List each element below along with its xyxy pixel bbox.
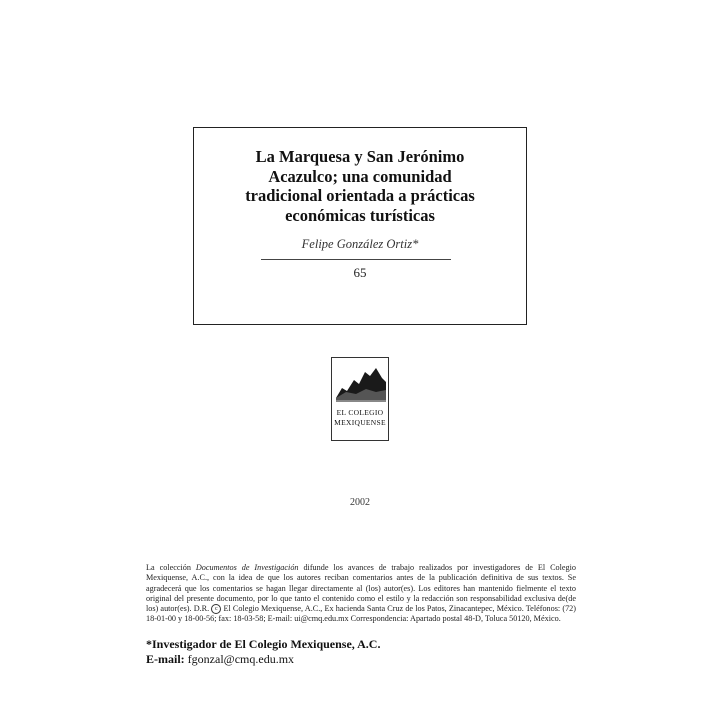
publication-notice: [146, 563, 576, 625]
copyright-icon: c: [211, 604, 221, 614]
divider: [261, 259, 451, 260]
email-value: fgonzal@cmq.edu.mx: [184, 652, 295, 666]
notice-text: El Colegio Mexiquense, A.C., Ex hacienda Santa Cruz de los Patos, Zinacantepec, México. Teléfonos: (72) 18-01-00 y 18-00-56; fax: 18-03-58; E-mail: ui@cmq.edu.mx Correspondencia: Apartado postal 48-D, Toluca 50120, México.: [146, 604, 576, 624]
title-box: [193, 127, 527, 325]
title-line: La Marquesa y San Jerónimo: [255, 147, 465, 166]
document-number: 65: [353, 265, 367, 280]
notice-text: La colección: [146, 563, 196, 572]
logo-text-line2: MEXIQUENSE: [334, 418, 386, 427]
mountain-landscape-icon: [332, 358, 390, 408]
publication-year: 2002: [350, 497, 370, 508]
title-line: económicas turísticas: [285, 205, 435, 225]
document-title: [194, 147, 526, 225]
logo-text-line1: EL COLEGIO: [336, 408, 384, 417]
author-email: [146, 652, 294, 667]
colegio-logo: [331, 357, 389, 441]
author-name: Felipe González Ortiz*: [301, 237, 419, 251]
series-name: Documentos de Investigación: [195, 563, 299, 572]
email-label: E-mail:: [146, 652, 185, 666]
title-line: Acazulco; una comunidad: [268, 166, 452, 186]
notice-text: difunde los avances de trabajo realizados por investigadores de El Colegio Mexiquense, A.C., con la idea de que los autores reciban comentarios antes de la publicación definitiva de sus textos. Se agradecerá que los comentarios se hagan llegar directamente al (los) autor(es). Los editores han mantenido fielmente el texto original del presente documento, por lo que tanto el contenido como el estilo y la redacción son responsabilidad exclusiva de(de los) autor(es). D.R.: [146, 563, 577, 614]
author-affiliation: *Investigador de El Colegio Mexiquense, A.C.: [146, 637, 381, 651]
title-line: tradicional orientada a prácticas: [245, 186, 475, 205]
